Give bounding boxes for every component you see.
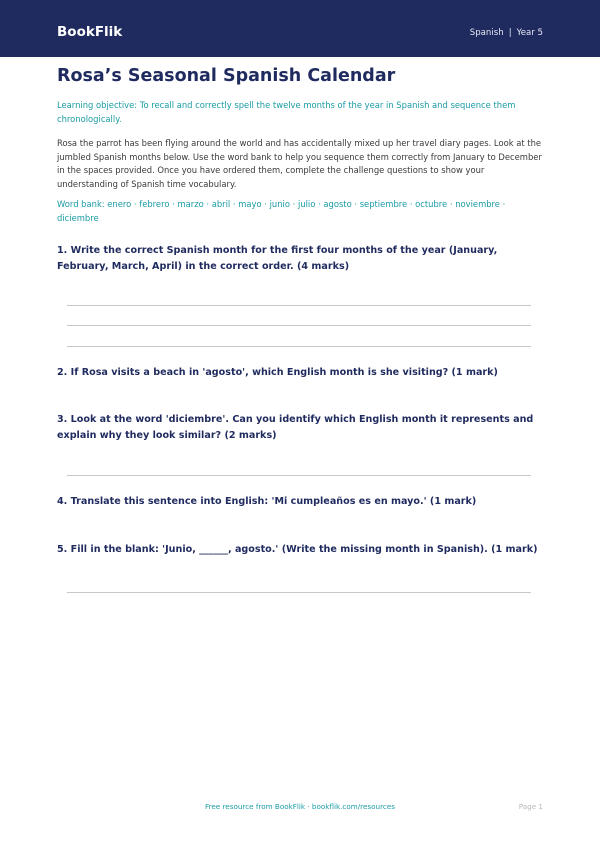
footer-text[interactable]: Free resource from BookFlik · bookflik.com/resources [204,802,396,811]
intro-paragraph: Rosa the parrot has been flying around the world and has accidentally mixed up her travel diary pages. Look at the jumbled Spanish months below. Use the word bank to help you sequence them correctly from January to December in the spaces provided. Once you have ordered them, complete the challenge questions to show your understanding of Spanish time vocabulary. [57,138,542,189]
page-title: Rosa’s Seasonal Spanish Calendar [57,66,396,86]
header-bar [0,0,600,57]
year-label: Year 5 [516,28,543,38]
question-1: 1. Write the correct Spanish month for the first four months of the year (January, February, March, April) in the correct order. (4 marks) [57,245,498,272]
question-2: 2. If Rosa visits a beach in 'agosto', which English month is she visiting? (1 mark) [57,367,498,378]
answer-line[interactable] [67,325,531,326]
question-3: 3. Look at the word 'diciembre'. Can you identify which English month it represents and explain why they look similar? (2 marks) [57,414,534,441]
question-4: 4. Translate this sentence into English: 'Mi cumpleaños es en mayo.' (1 mark) [57,496,477,507]
answer-line[interactable] [67,592,531,593]
brand-logo[interactable]: BookFlik [57,24,123,40]
word-bank: Word bank: enero · febrero · marzo · abril · mayo · junio · julio · agosto · septiembre · octubre · noviembre · diciembre [57,199,506,223]
separator: | [508,28,512,38]
answer-line[interactable] [67,475,531,476]
page-number: Page 1 [518,802,543,811]
subject-year-label [470,27,543,39]
answer-line[interactable] [67,346,531,347]
question-5: 5. Fill in the blank: 'Junio, ______, agosto.' (Write the missing month in Spanish). (1 mark) [57,544,538,555]
answer-line[interactable] [67,305,531,306]
learning-objective: Learning objective: To recall and correctly spell the twelve months of the year in Spanish and sequence them chronologically. [57,100,516,124]
subject-label: Spanish [469,28,504,38]
